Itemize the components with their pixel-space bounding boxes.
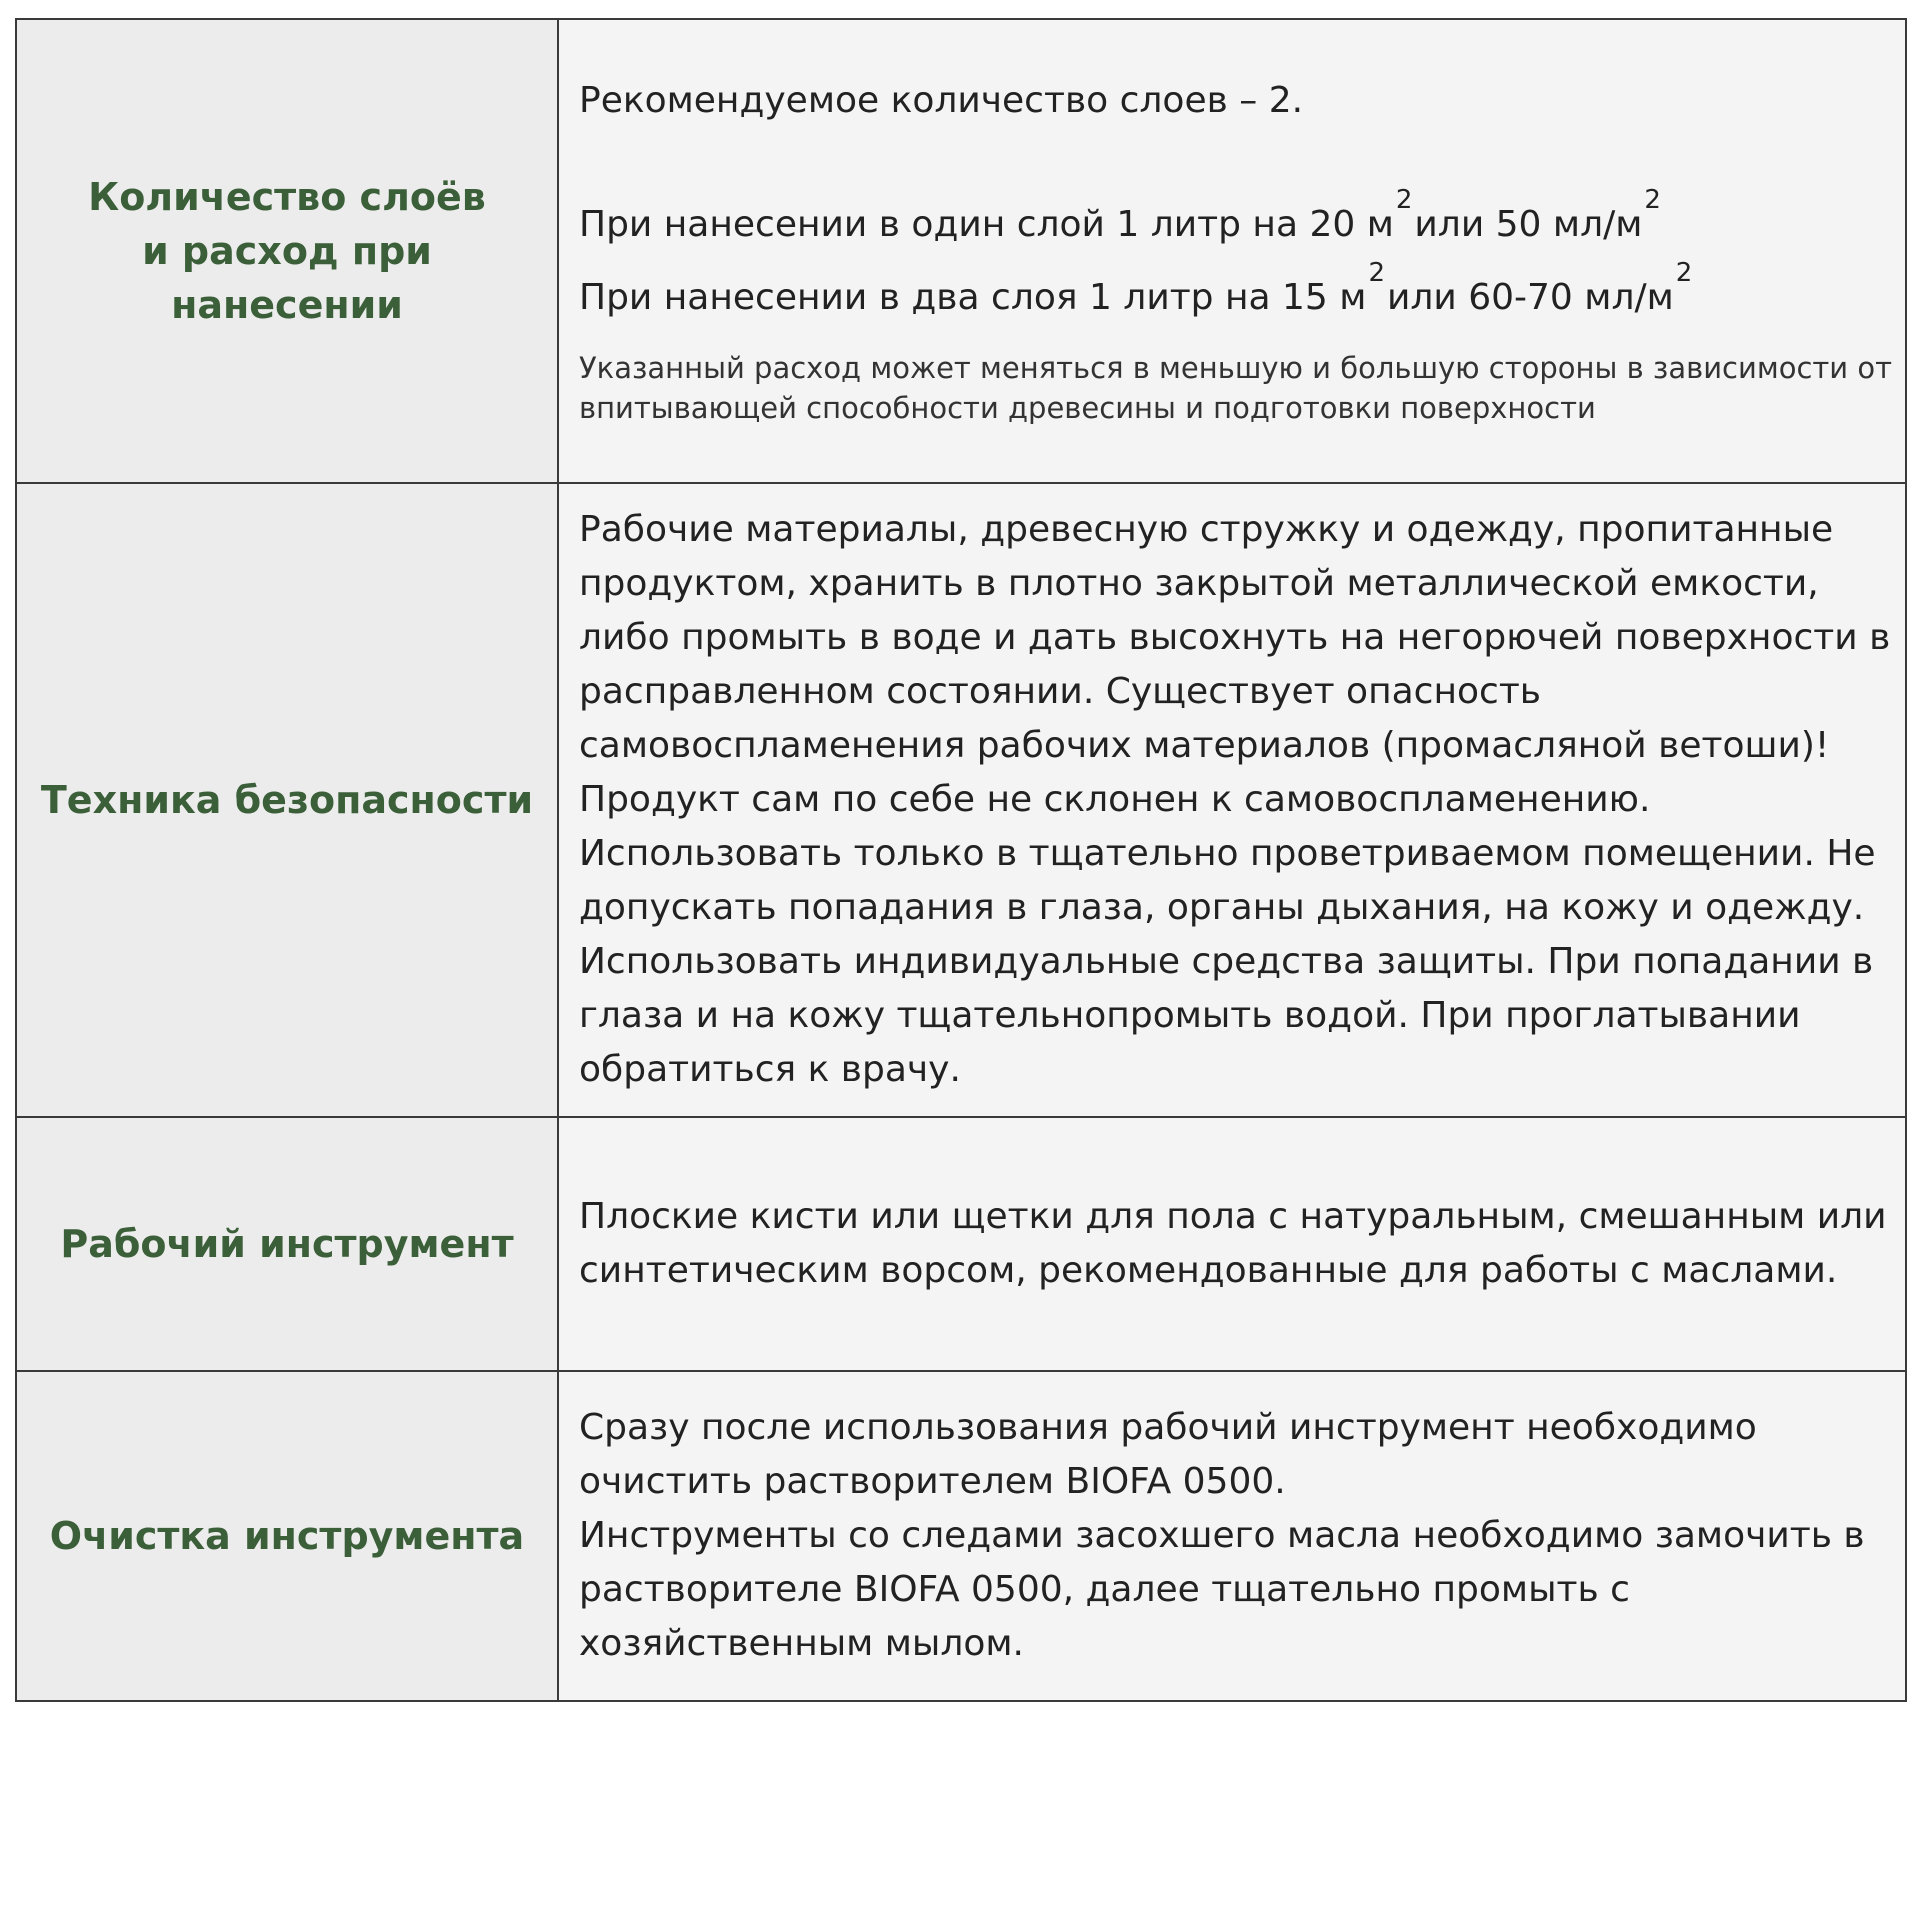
- row-value-working-tool: [558, 1117, 1906, 1371]
- row-label-layers-consumption: [16, 19, 558, 483]
- tool-cleaning-paragraph: Инструменты со следами засохшего масла необходимо замочить в растворителе BIOFA 0500, далее тщательно промыть с хозяйственным мылом.: [579, 1515, 1865, 1664]
- row-value-tool-cleaning: [558, 1371, 1906, 1701]
- row-value-safety: [558, 483, 1906, 1117]
- two-layers-mid-text: или 60-70 мл/м: [1386, 277, 1674, 318]
- table-row-layers-consumption: [16, 19, 1906, 483]
- specification-table: [15, 18, 1907, 1702]
- one-layer-text: При нанесении в один слой 1 литр на 20 м: [579, 204, 1394, 245]
- row-label-line: и расход при нанесении: [142, 229, 432, 327]
- row-value-layers-consumption: [558, 19, 1906, 483]
- one-layer-consumption: [579, 185, 1897, 255]
- table-row-tool-cleaning: [16, 1371, 1906, 1701]
- superscript: 2: [1644, 185, 1661, 215]
- safety-paragraph: Рабочие материалы, древесную стружку и одежду, пропитанные продуктом, хранить в плотно закрытой металлической емкости, либо промыть в воде и дать высохнуть на негорючей поверхности в расправленном состоянии. Существует опасность самовоспламенения рабочих материалов (промасляной ветоши)! Продукт сам по себе не склонен к самовоспламенению.: [579, 509, 1891, 820]
- table-row-safety: [16, 483, 1906, 1117]
- tool-cleaning-paragraph: Сразу после использования рабочий инструмент необходимо очистить растворителем BIOFA 0500.: [579, 1407, 1757, 1502]
- row-label-text: Техника безопасности: [40, 778, 534, 822]
- safety-paragraph: Использовать только в тщательно проветриваемом помещении. Не допускать попадания в глаза, органы дыхания, на кожу и одежду. Использовать индивидуальные средства защиты. При попадании в глаза и на кожу тщательнопромыть водой. При проглатывании обратиться к врачу.: [579, 833, 1876, 1090]
- table-row-working-tool: [16, 1117, 1906, 1371]
- two-layers-consumption: [579, 258, 1897, 328]
- two-layers-text: При нанесении в два слоя 1 литр на 15 м: [579, 277, 1367, 318]
- superscript: 2: [1675, 258, 1693, 288]
- row-label-tool-cleaning: [16, 1371, 558, 1701]
- row-label-text: Очистка инструмента: [49, 1514, 525, 1558]
- superscript: 2: [1368, 258, 1385, 288]
- row-label-working-tool: [16, 1117, 558, 1371]
- row-label-text: Рабочий инструмент: [60, 1222, 514, 1266]
- working-tool-paragraph: Плоские кисти или щетки для пола с натуральным, смешанным или синтетическим ворсом, рекомендованные для работы с маслами.: [579, 1196, 1887, 1291]
- consumption-note: Указанный расход может меняться в меньшую и большую стороны в зависимости от впитывающей способности древесины и подготовки поверхности: [579, 351, 1893, 425]
- superscript: 2: [1395, 185, 1413, 215]
- row-label-line: Количество слоёв: [88, 175, 486, 219]
- one-layer-mid-text: или 50 мл/м: [1414, 204, 1643, 245]
- row-label-safety: [16, 483, 558, 1117]
- recommended-layers-text: Рекомендуемое количество слоев – 2.: [579, 80, 1304, 121]
